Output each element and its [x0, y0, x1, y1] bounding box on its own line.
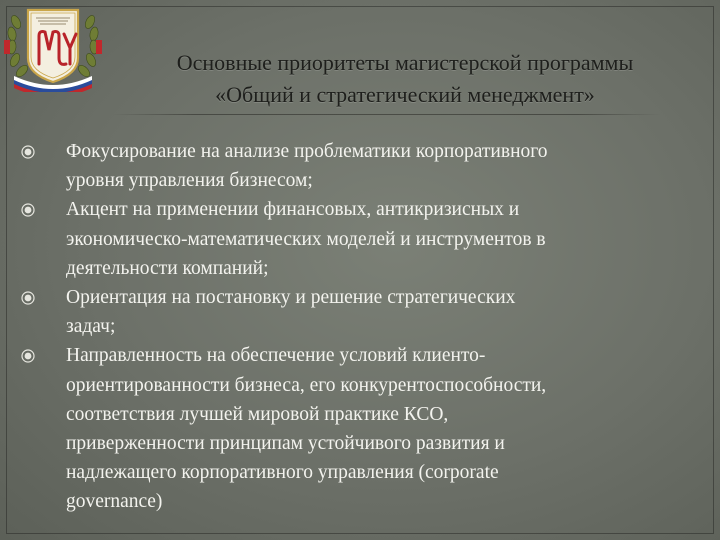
- bullet-line: приверженности принципам устойчивого развития и: [66, 433, 505, 455]
- bullet-item-4: [20, 341, 680, 516]
- circle-bullet-icon: [21, 145, 35, 159]
- bullet-line: ориентированности бизнеса, его конкурентоспособности,: [66, 374, 547, 396]
- title-divider: [112, 114, 660, 115]
- bullet-list: [20, 137, 680, 517]
- university-emblem-icon: [2, 2, 104, 92]
- circle-bullet-icon: [21, 291, 35, 305]
- bullet-line: Направленность на обеспечение условий клиенто-: [66, 345, 486, 367]
- bullet-item-3: [20, 283, 680, 341]
- bullet-line: надлежащего корпоративного управления (corporate: [66, 462, 499, 484]
- circle-bullet-icon: [21, 203, 35, 217]
- bullet-line: задач;: [66, 316, 116, 338]
- slide-title: [100, 47, 710, 111]
- bullet-item-1: [20, 137, 680, 195]
- bullet-line: Ориентация на постановку и решение стратегических: [66, 287, 516, 309]
- bullet-line: уровня управления бизнесом;: [66, 170, 313, 192]
- bullet-line: Фокусирование на анализе проблематики корпоративного: [66, 141, 548, 162]
- slide-title-line-2: «Общий и стратегический менеджмент»: [215, 82, 595, 107]
- bullet-line: деятельности компаний;: [66, 257, 269, 279]
- bullet-line: governance): [66, 491, 163, 513]
- bullet-line: экономическо-математических моделей и инструментов в: [66, 228, 546, 250]
- circle-bullet-icon: [21, 349, 35, 363]
- bullet-line: соответствия лучшей мировой практике КСО,: [66, 403, 449, 425]
- bullet-item-2: [20, 195, 680, 283]
- bullet-line: Акцент на применении финансовых, антикризисных и: [66, 199, 520, 221]
- slide-title-line-1: Основные приоритеты магистерской программы: [176, 50, 634, 75]
